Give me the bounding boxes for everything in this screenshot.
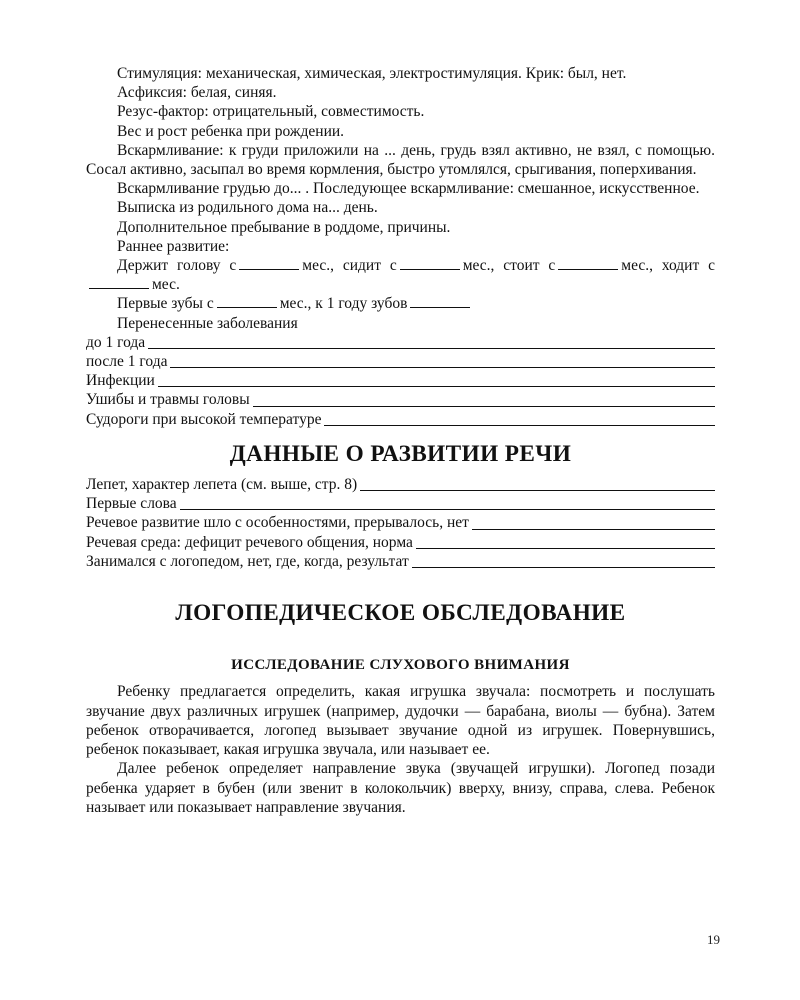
fill-blank[interactable] [412,567,715,568]
fill-blank[interactable] [253,406,715,407]
fill-blank[interactable] [170,367,715,368]
fill-line-babbling [86,475,715,494]
fill-label: до 1 года [86,333,146,351]
fill-line-after-1-year [86,352,715,371]
teeth-count-blank[interactable] [410,307,470,308]
paragraph-discharge: Выписка из родильного дома на... день. [117,199,378,217]
fill-label: Первые слова [86,495,177,513]
paragraph-feeding: Вскармливание: к груди приложили на ... день, грудь взял активно, не взял, с помощью. Сосал активно, засыпал во время кормления, быстро утомлялся, срыгивания, поперхивания. [86,141,715,179]
paragraph-auditory-task: Ребенку предлагается определить, какая игрушка звучала: посмотреть и послушать звучание двух различных игрушек (например, дудочки — барабана, виолы — бубна). Затем ребенок отворачивается, логопед вызывает звучание одной из игрушек. Повернувшись, ребенок показывает, какая игрушка звучала, или называет ее. [86,683,715,759]
paragraph-sound-direction: Далее ребенок определяет направление звука (звучащей игрушки). Логопед позади ребенка ударяет в бубен (или звенит в колокольчик) вверху, внизу, справа, слева. Ребенок называет или показывает направление звучания. [86,760,715,816]
fill-line-febrile-seizures [86,410,715,429]
paragraph-teeth [86,294,715,313]
fill-line-speech-environment [86,533,715,552]
milestone-head-label: Держит голову с [117,257,237,275]
fill-label: Судороги при высокой температуре [86,410,322,428]
milestone-stand-label: мес., стоит с [462,257,556,275]
fill-blank[interactable] [360,490,715,491]
teeth-count-label: мес., к 1 году зубов [279,295,408,313]
fill-blank[interactable] [148,348,715,349]
fill-blank[interactable] [180,509,715,510]
milestone-head-blank[interactable] [239,269,299,270]
fill-line-speech-therapist [86,552,715,571]
milestone-stand-blank[interactable] [558,269,618,270]
paragraph-motor-milestones [86,256,715,294]
paragraph-extra-stay: Дополнительное пребывание в роддоме, причины. [117,218,451,236]
fill-blank[interactable] [324,425,715,426]
fill-label: после 1 года [86,353,168,371]
paragraph-rh-factor: Резус-фактор: отрицательный, совместимость. [117,103,425,121]
paragraph-asphyxia: Асфиксия: белая, синяя. [117,84,277,102]
fill-line-head-injuries [86,390,715,409]
document-page [86,64,715,817]
fill-line-first-words [86,494,715,513]
milestone-end-label: мес. [152,276,180,294]
fill-line-infections [86,371,715,390]
fill-blank[interactable] [416,548,715,549]
paragraph-stimulation: Стимуляция: механическая, химическая, электростимуляция. Крик: был, нет. [117,65,627,82]
fill-line-speech-development [86,513,715,532]
paragraph-breastfeeding: Вскармливание грудью до... . Последующее вскармливание: смешанное, искусственное. [117,180,700,198]
fill-line-before-1-year [86,333,715,352]
fill-label: Лепет, характер лепета (см. выше, стр. 8) [86,476,358,494]
milestone-sit-blank[interactable] [400,269,460,270]
milestone-walk-label: мес., ходит с [621,257,715,275]
teeth-first-blank[interactable] [217,307,277,308]
fill-label: Речевое развитие шло с особенностями, прерывалось, нет [86,514,469,532]
fill-label: Ушибы и травмы головы [86,391,250,409]
fill-label: Инфекции [86,372,155,390]
fill-blank[interactable] [158,386,715,387]
teeth-first-label: Первые зубы с [117,295,214,313]
paragraph-early-development: Раннее развитие: [117,237,230,255]
milestone-sit-label: мес., сидит с [302,257,397,275]
exam-section-heading: ЛОГОПЕДИЧЕСКОЕ ОБСЛЕДОВАНИЕ [175,600,626,627]
paragraph-weight-height: Вес и рост ребенка при рождении. [117,122,345,140]
auditory-attention-heading: ИССЛЕДОВАНИЕ СЛУХОВОГО ВНИМАНИЯ [231,657,570,674]
milestone-walk-blank[interactable] [89,288,149,289]
fill-label: Речевая среда: дефицит речевого общения, норма [86,533,413,551]
page-number: 19 [707,932,720,947]
fill-label: Занимался с логопедом, нет, где, когда, результат [86,552,409,570]
fill-blank[interactable] [472,529,715,530]
paragraph-diseases: Перенесенные заболевания [117,314,298,332]
speech-section-heading: ДАННЫЕ О РАЗВИТИИ РЕЧИ [229,440,572,467]
